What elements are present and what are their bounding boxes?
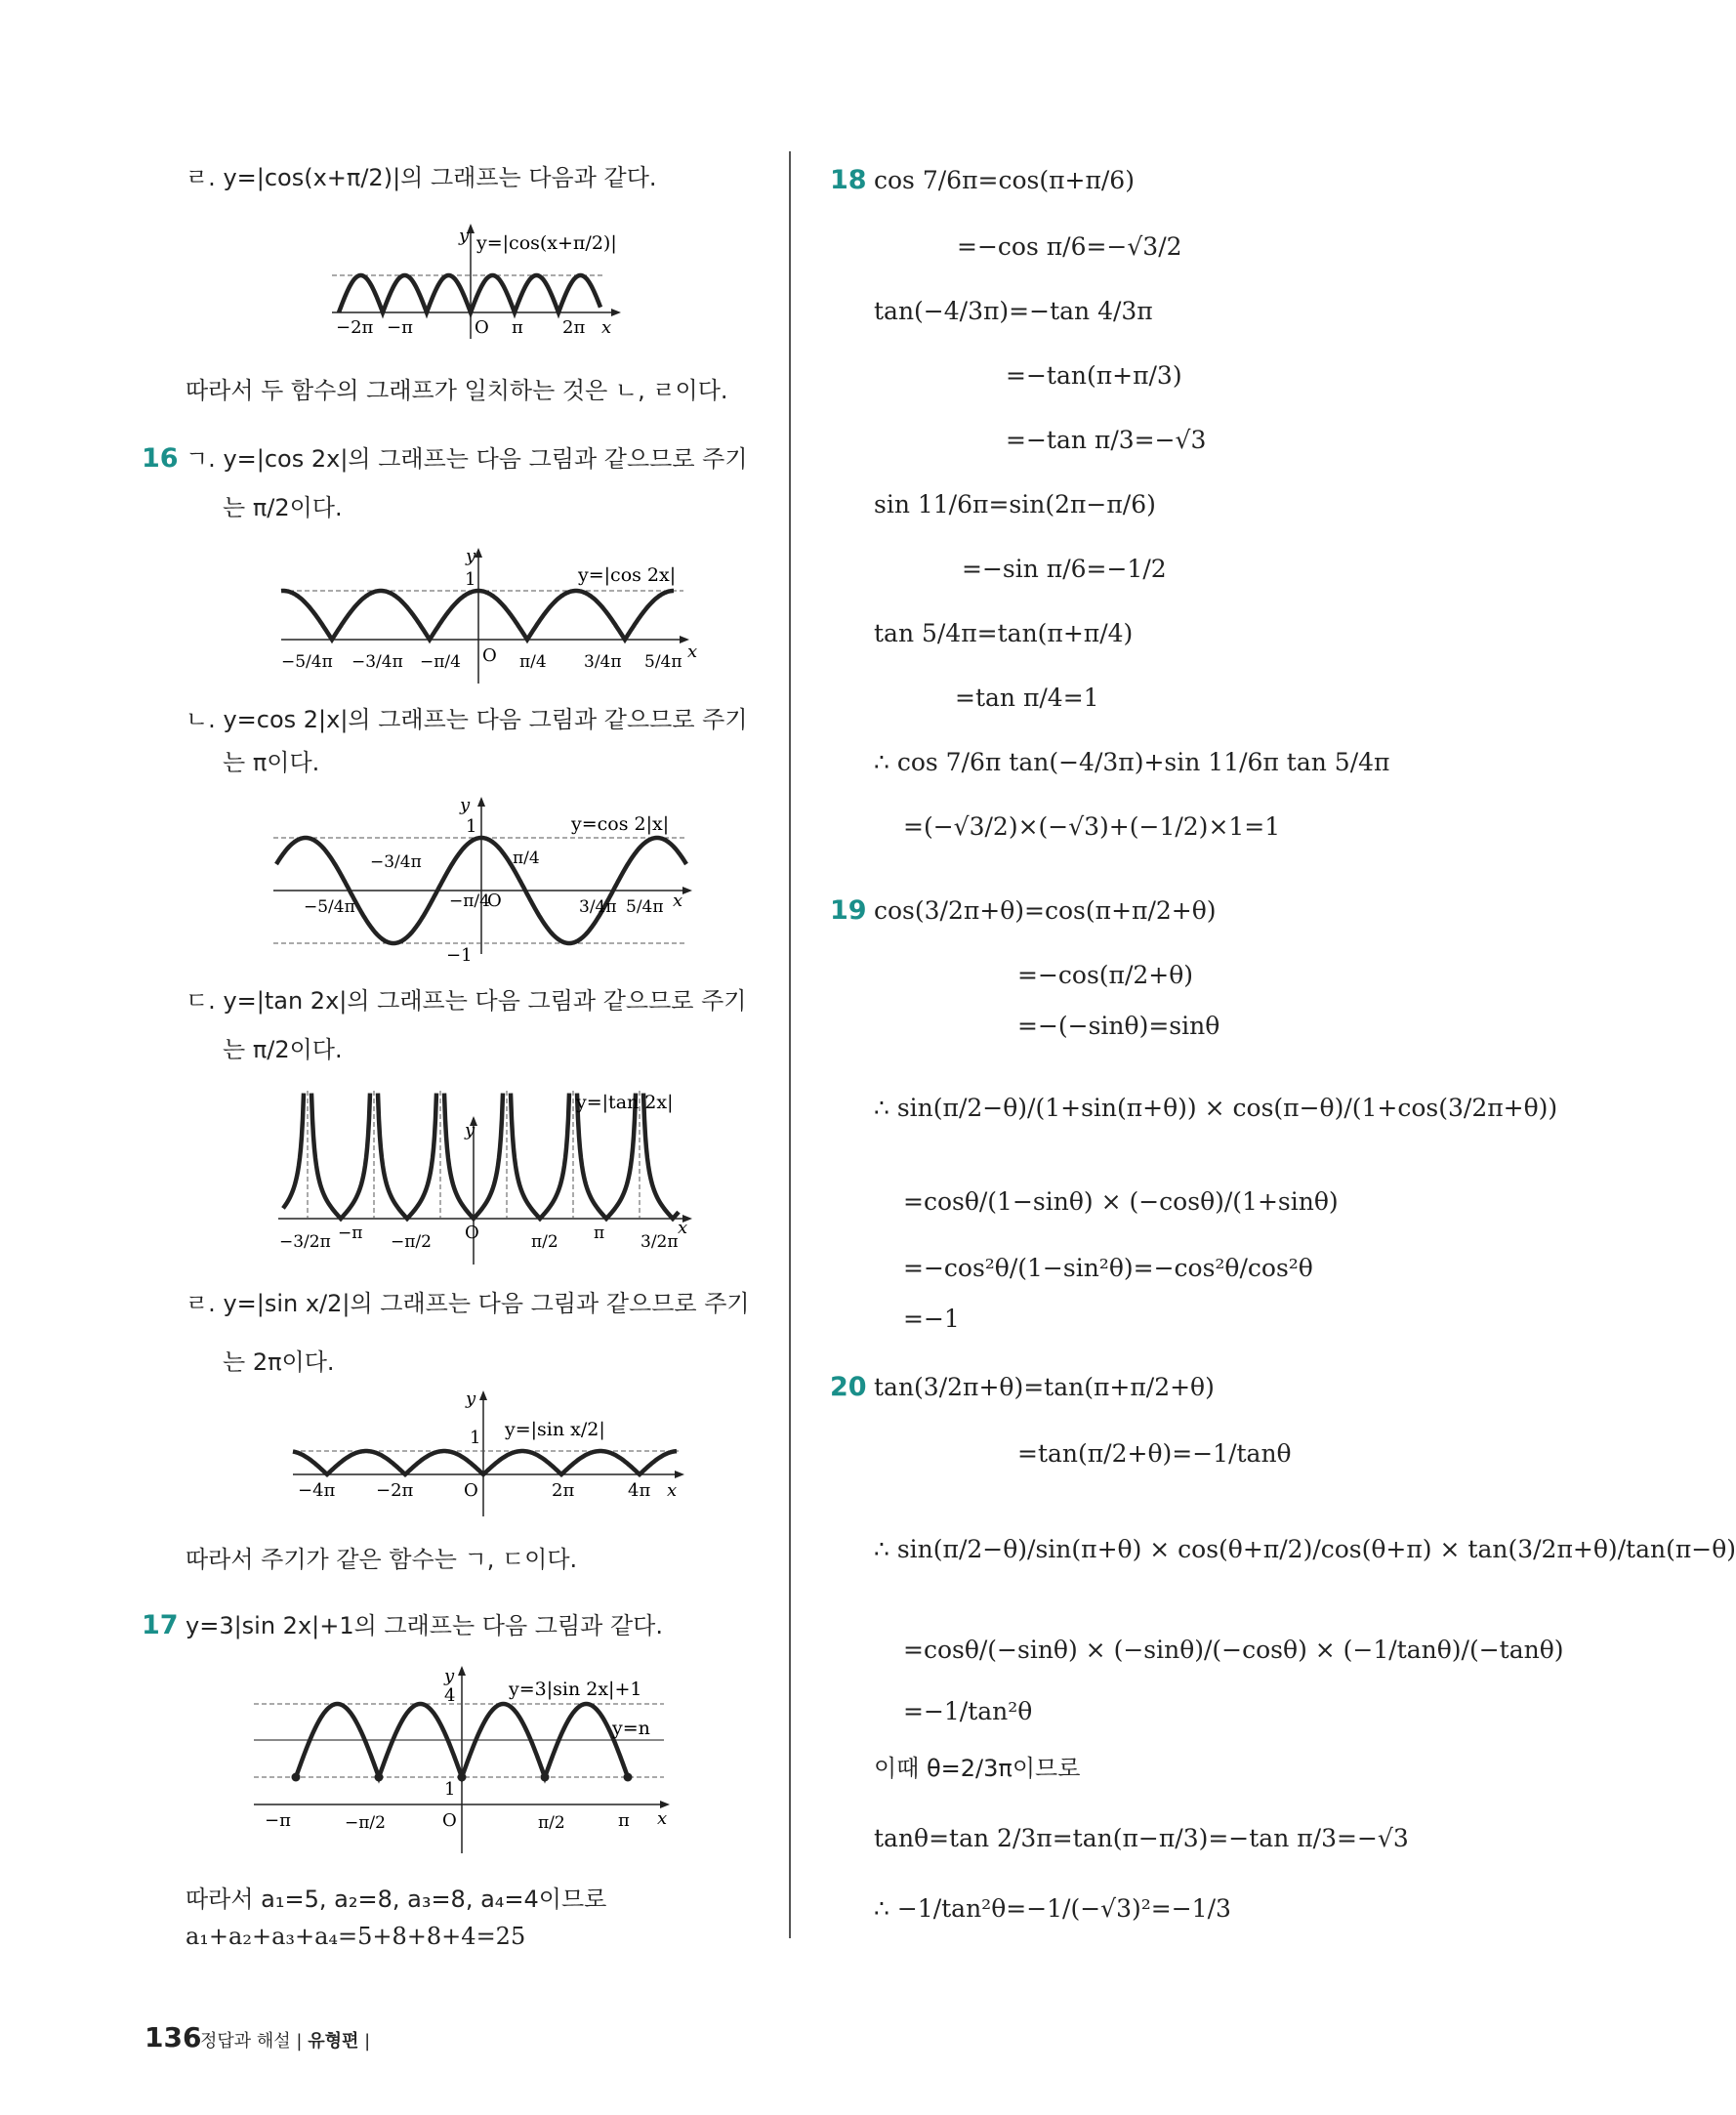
p20-line-4: =−1/tan²θ bbox=[903, 1697, 1033, 1725]
tick-pi-4: π/4 bbox=[519, 652, 547, 672]
tick-4pi: 4π bbox=[628, 1480, 651, 1501]
problem-16-number: 16 bbox=[142, 443, 179, 474]
tick-3-2pi: 3/2π bbox=[641, 1232, 679, 1252]
graph-16a-eq: y=|cos 2x| bbox=[578, 564, 677, 586]
tick-four: 4 bbox=[444, 1685, 456, 1706]
abs-cos2x-curve bbox=[281, 591, 674, 640]
tick-pi: π bbox=[594, 1223, 605, 1243]
p18-line-1: =−cos π/6=−√3/2 bbox=[957, 232, 1182, 261]
problem-16-c-line1: ㄷ. y=|tan 2x|의 그래프는 다음 그림과 같으므로 주기 bbox=[186, 987, 747, 1015]
tick-negpi: −π bbox=[387, 317, 413, 338]
tick-3-4pi: 3/4π bbox=[584, 652, 622, 672]
tick-2pi: 2π bbox=[552, 1480, 575, 1501]
problem-19-number: 19 bbox=[830, 895, 867, 926]
tick-one: 1 bbox=[466, 816, 477, 837]
tick-negpi-2: −π/2 bbox=[391, 1232, 432, 1252]
column-divider bbox=[789, 151, 791, 1938]
tick-pi-2: π/2 bbox=[538, 1813, 565, 1833]
p20-line-7: ∴ −1/tan²θ=−1/(−√3)²=−1/3 bbox=[874, 1894, 1231, 1923]
x-label: x bbox=[678, 1218, 688, 1238]
tick-negpi-4: −π/4 bbox=[420, 652, 461, 672]
graph-16d-eq: y=|sin x/2| bbox=[505, 1419, 605, 1440]
tick-neg2pi: −2π bbox=[376, 1480, 414, 1501]
problem-16-c-line2: 는 π/2이다. bbox=[223, 1036, 343, 1063]
p20-line-2: ∴ sin(π/2−θ)/sin(π+θ) × cos(θ+π/2)/cos(θ+π) × tan(3/2π+θ)/tan(π−θ) bbox=[874, 1535, 1736, 1563]
endpoint-dot bbox=[541, 1773, 550, 1782]
p20-line-5: 이때 θ=2/3π이므로 bbox=[874, 1755, 1081, 1782]
tick-one: 1 bbox=[444, 1779, 456, 1800]
p19-line-2: =−(−sinθ)=sinθ bbox=[1017, 1012, 1220, 1040]
abs-sin-x2-curve bbox=[293, 1451, 677, 1474]
problem-16-d-line1: ㄹ. y=|sin x/2|의 그래프는 다음 그림과 같으므로 주기 bbox=[186, 1290, 750, 1317]
p20-line-0: tan(3/2π+θ)=tan(π+π/2+θ) bbox=[874, 1373, 1215, 1401]
tick-negpi: −π bbox=[265, 1810, 291, 1831]
problem-17-line: y=3|sin 2x|+1의 그래프는 다음 그림과 같다. bbox=[186, 1612, 663, 1639]
problem-17-conclusion1: 따라서 a₁=5, a₂=8, a₃=8, a₄=4이므로 bbox=[186, 1886, 607, 1913]
y-label: y bbox=[459, 226, 470, 246]
endpoint-dot bbox=[375, 1773, 384, 1782]
problem-16-b-line1: ㄴ. y=cos 2|x|의 그래프는 다음 그림과 같으므로 주기 bbox=[186, 706, 748, 733]
graph-17 bbox=[249, 1660, 683, 1855]
y-label: y bbox=[465, 1120, 475, 1140]
tick-3-4pi: 3/4π bbox=[579, 897, 617, 917]
graph-16b bbox=[269, 793, 703, 966]
tick-origin: O bbox=[475, 317, 489, 338]
endpoint-dot bbox=[458, 1773, 467, 1782]
p19-line-1: =−cos(π/2+θ) bbox=[1017, 961, 1194, 989]
x-label: x bbox=[657, 1808, 668, 1829]
p19-line-6: =−1 bbox=[903, 1305, 960, 1333]
tick-neg2pi: −2π bbox=[336, 317, 374, 338]
tick-neg3-2pi: −3/2π bbox=[279, 1232, 331, 1252]
graph-15 bbox=[322, 220, 654, 342]
tick-origin: O bbox=[442, 1810, 457, 1831]
p18-line-9: ∴ cos 7/6π tan(−4/3π)+sin 11/6π tan 5/4π bbox=[874, 748, 1390, 776]
tick-pi-4: π/4 bbox=[513, 849, 540, 868]
tick-neg-one: −1 bbox=[446, 945, 473, 966]
tick-negpi-4: −π/4 bbox=[449, 892, 490, 911]
footer-label bbox=[200, 2027, 370, 2053]
p18-line-5: sin 11/6π=sin(2π−π/6) bbox=[874, 490, 1156, 518]
problem-15-conclusion: 따라서 두 함수의 그래프가 일치하는 것은 ㄴ, ㄹ이다. bbox=[186, 377, 728, 404]
graph-16d bbox=[288, 1385, 698, 1521]
endpoint-dot bbox=[624, 1773, 633, 1782]
p20-line-6: tanθ=tan 2/3π=tan(π−π/3)=−tan π/3=−√3 bbox=[874, 1824, 1409, 1852]
graph-15-eq: y=|cos(x+π/2)| bbox=[476, 232, 617, 254]
p18-line-10: =(−√3/2)×(−√3)+(−1/2)×1=1 bbox=[903, 812, 1281, 841]
problem-16-a-line2: 는 π/2이다. bbox=[223, 494, 343, 521]
graph-16c-eq: y=|tan 2x| bbox=[576, 1092, 674, 1113]
graph-16b-eq: y=cos 2|x| bbox=[571, 813, 670, 835]
problem-16-d-line2: 는 2π이다. bbox=[223, 1348, 335, 1376]
tick-one: 1 bbox=[465, 569, 476, 590]
graph-17-eq2: y=n bbox=[612, 1718, 650, 1739]
y-label: y bbox=[444, 1666, 455, 1686]
tick-negpi: −π bbox=[338, 1223, 363, 1243]
tick-one: 1 bbox=[470, 1428, 481, 1448]
problem-15-r-text: ㄹ. y=|cos(x+π/2)|의 그래프는 다음과 같다. bbox=[186, 164, 657, 191]
tick-origin: O bbox=[465, 1223, 479, 1243]
footer-sep: | bbox=[296, 2031, 303, 2052]
p18-line-8: =tan π/4=1 bbox=[955, 684, 1099, 712]
x-label: x bbox=[667, 1480, 678, 1501]
problem-18-number: 18 bbox=[830, 165, 867, 195]
p19-line-5: =−cos²θ/(1−sin²θ)=−cos²θ/cos²θ bbox=[903, 1254, 1313, 1282]
graph-16a bbox=[273, 542, 703, 688]
problem-16-a-line1: ㄱ. y=|cos 2x|의 그래프는 다음 그림과 같으므로 주기 bbox=[186, 445, 748, 473]
tick-pi: π bbox=[512, 317, 523, 338]
y-label: y bbox=[466, 546, 476, 566]
problem-16-conclusion: 따라서 주기가 같은 함수는 ㄱ, ㄷ이다. bbox=[186, 1546, 578, 1573]
tick-origin: O bbox=[482, 645, 497, 666]
p20-line-3: =cosθ/(−sinθ) × (−sinθ)/(−cosθ) × (−1/tanθ)/(−tanθ) bbox=[903, 1636, 1564, 1664]
tick-pi-2: π/2 bbox=[531, 1232, 558, 1252]
x-label: x bbox=[687, 642, 698, 662]
y-label: y bbox=[466, 1389, 476, 1409]
p18-line-4: =−tan π/3=−√3 bbox=[1006, 426, 1207, 454]
p18-line-6: =−sin π/6=−1/2 bbox=[962, 555, 1167, 583]
graph-16c bbox=[273, 1079, 703, 1269]
tick-negpi-2: −π/2 bbox=[345, 1813, 386, 1833]
tick-2pi: 2π bbox=[562, 317, 586, 338]
footer-text1: 정답과 해설 bbox=[200, 2031, 291, 2052]
y-label: y bbox=[460, 795, 471, 815]
p18-line-2: tan(−4/3π)=−tan 4/3π bbox=[874, 297, 1153, 325]
p19-line-4: =cosθ/(1−sinθ) × (−cosθ)/(1+sinθ) bbox=[903, 1187, 1339, 1216]
p20-line-1: =tan(π/2+θ)=−1/tanθ bbox=[1017, 1439, 1292, 1468]
tick-origin: O bbox=[487, 891, 502, 911]
tick-origin: O bbox=[464, 1480, 478, 1501]
abs-sin-curve bbox=[339, 275, 600, 312]
problem-20-number: 20 bbox=[830, 1372, 867, 1402]
p19-line-3: ∴ sin(π/2−θ)/(1+sin(π+θ)) × cos(π−θ)/(1+cos(3/2π+θ)) bbox=[874, 1094, 1558, 1122]
tick-neg5-4pi: −5/4π bbox=[281, 652, 333, 672]
problem-16-b-line2: 는 π이다. bbox=[223, 749, 320, 776]
page-number: 136 bbox=[145, 2021, 202, 2053]
x-label: x bbox=[601, 317, 612, 338]
footer-sep2: | bbox=[364, 2031, 371, 2052]
tick-neg4pi: −4π bbox=[298, 1480, 336, 1501]
p19-line-0: cos(3/2π+θ)=cos(π+π/2+θ) bbox=[874, 896, 1217, 925]
endpoint-dot bbox=[292, 1773, 301, 1782]
tick-5-4pi: 5/4π bbox=[644, 652, 682, 672]
x-label: x bbox=[673, 891, 683, 911]
tick-pi: π bbox=[618, 1810, 630, 1831]
footer-text2: 유형편 bbox=[308, 2031, 359, 2052]
tick-5-4pi: 5/4π bbox=[626, 897, 664, 917]
p18-line-3: =−tan(π+π/3) bbox=[1006, 361, 1182, 390]
problem-17-number: 17 bbox=[142, 1610, 179, 1640]
tick-neg3-4pi: −3/4π bbox=[351, 652, 403, 672]
graph-17-eq: y=3|sin 2x|+1 bbox=[509, 1679, 642, 1700]
p18-line-0: cos 7/6π=cos(π+π/6) bbox=[874, 166, 1135, 194]
tick-neg3-4pi: −3/4π bbox=[370, 852, 422, 872]
problem-17-conclusion2: a₁+a₂+a₃+a₄=5+8+8+4=25 bbox=[186, 1923, 526, 1950]
p18-line-7: tan 5/4π=tan(π+π/4) bbox=[874, 619, 1134, 647]
tick-neg5-4pi: −5/4π bbox=[304, 897, 355, 917]
